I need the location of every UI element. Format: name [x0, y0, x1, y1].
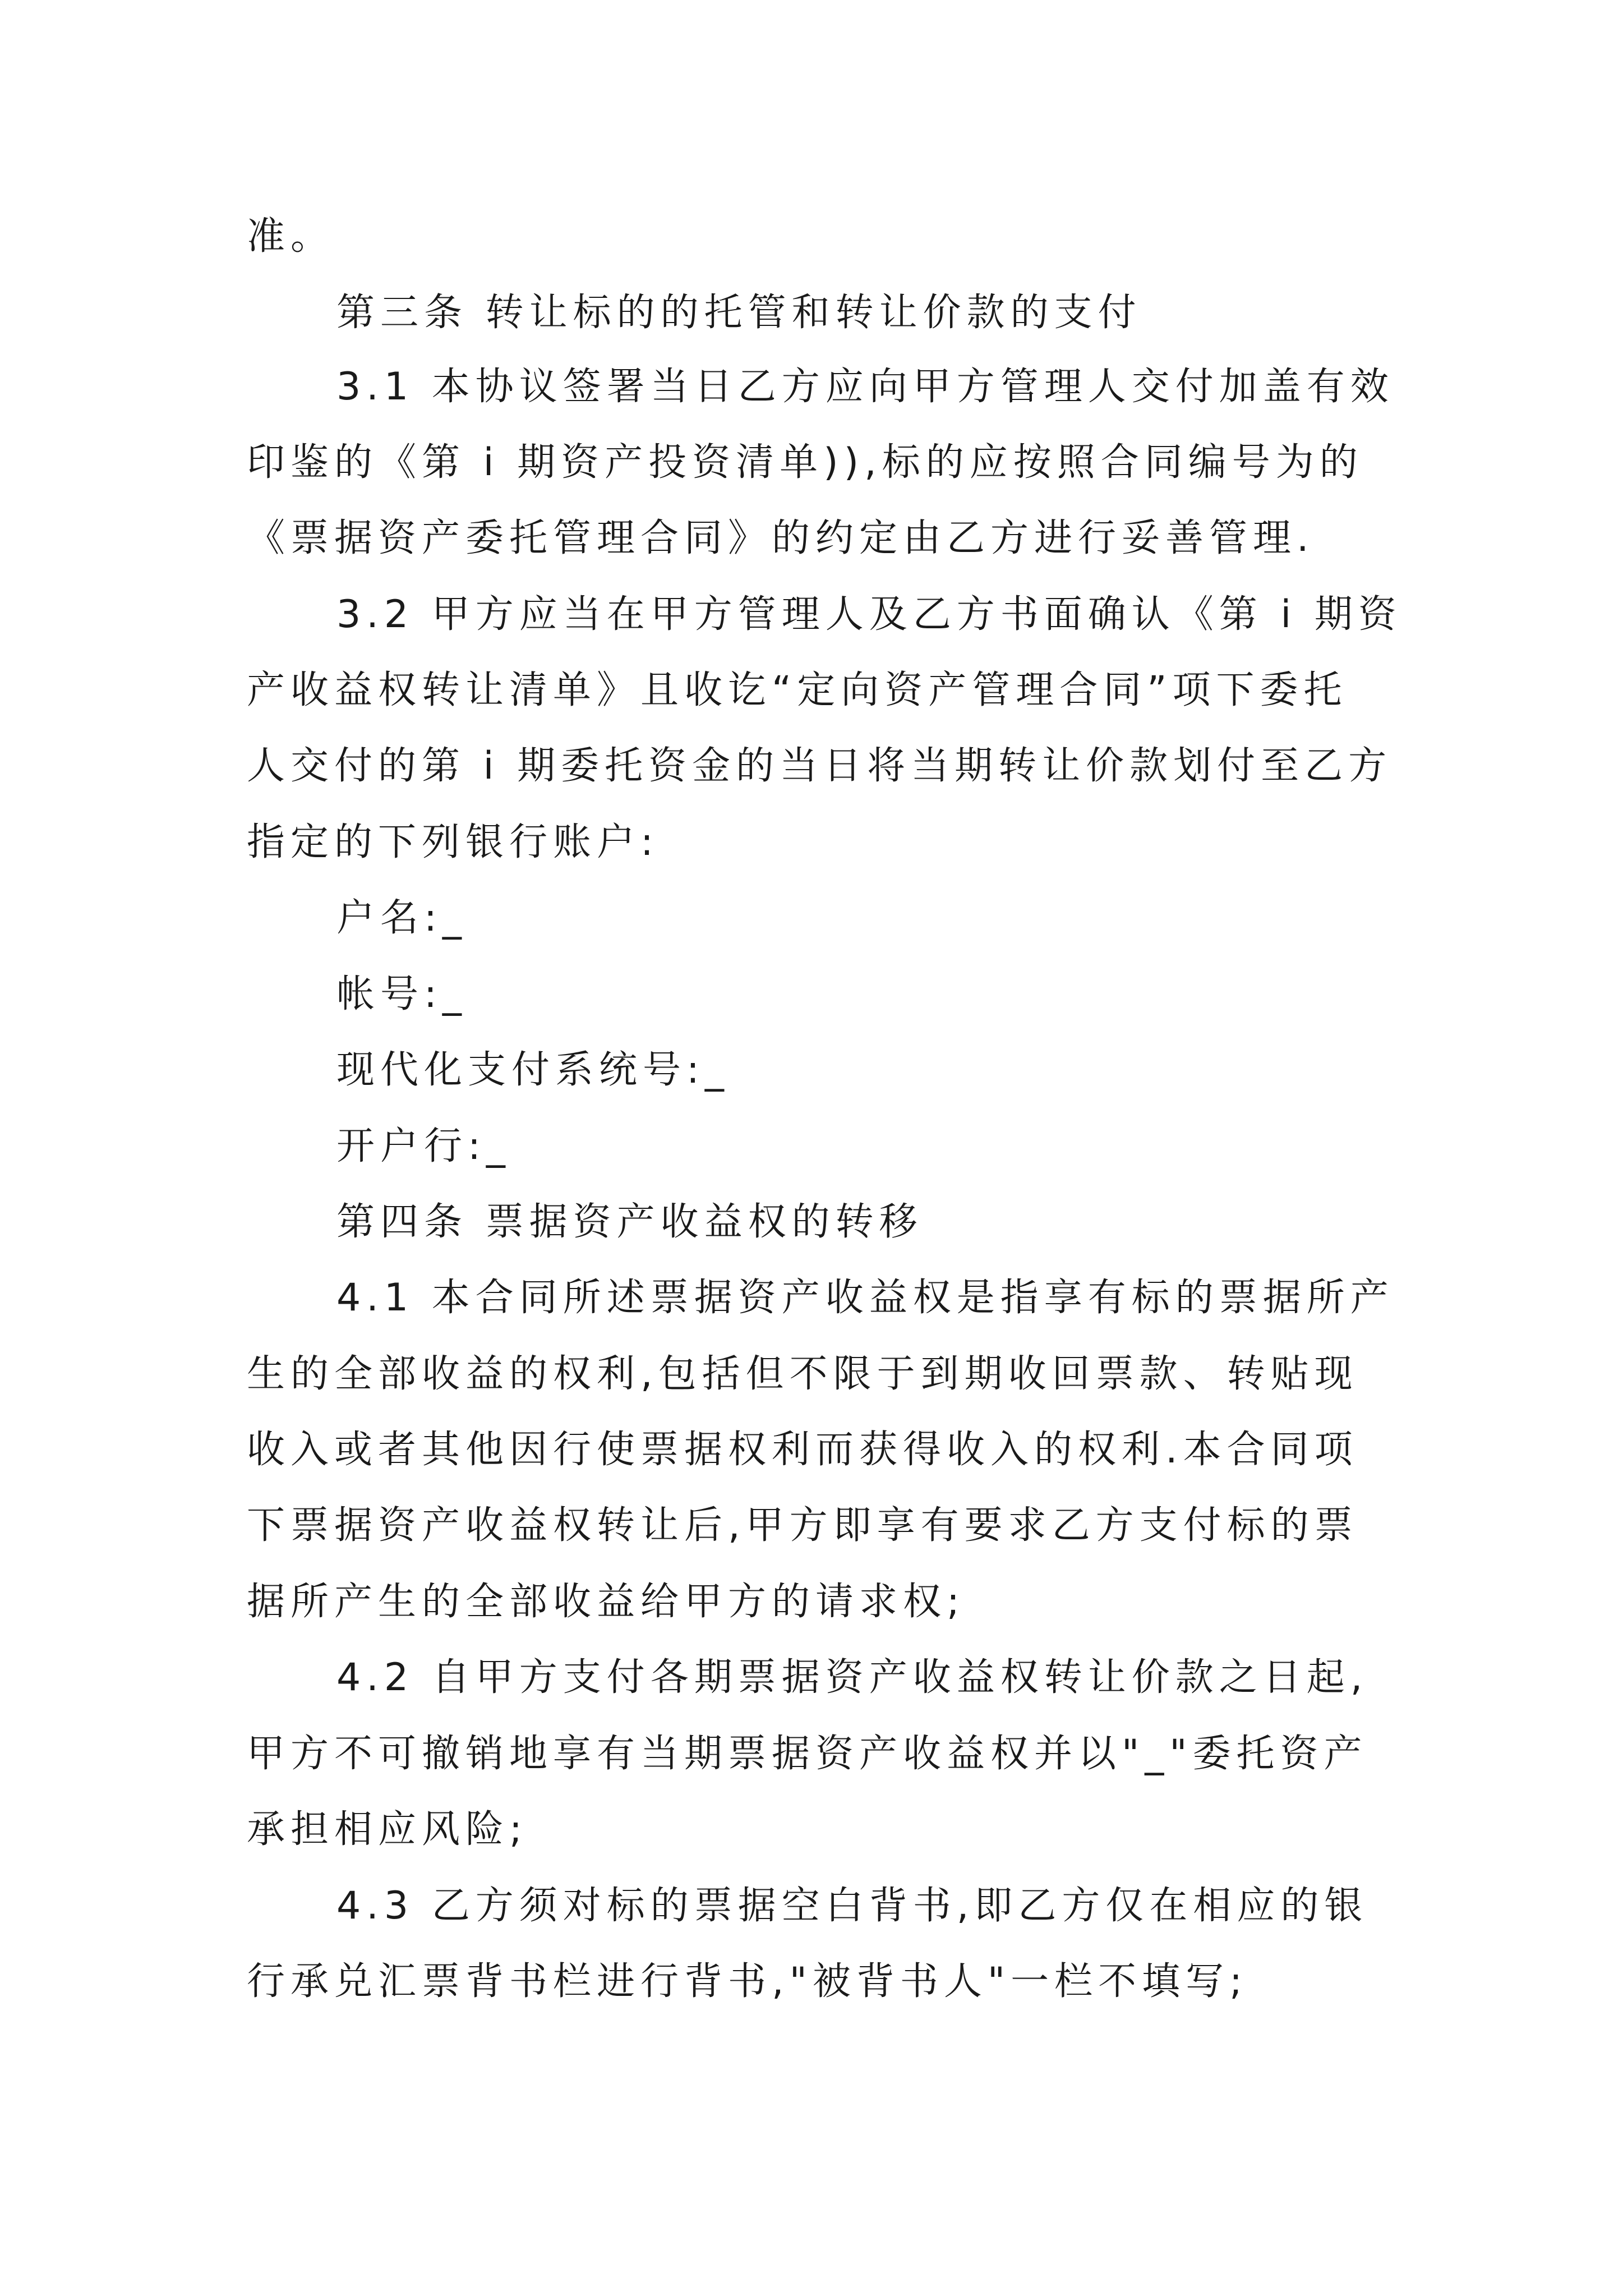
- paragraph-line: 4.1 本合同所述票据资产收益权是指享有标的票据所产: [336, 1276, 1394, 1320]
- field-account-number: 帐号:_: [336, 972, 467, 1016]
- paragraph-line: 3.1 本协议签署当日乙方应向甲方管理人交付加盖有效: [336, 365, 1394, 409]
- field-payment-system-number: 现代化支付系统号:_: [336, 1048, 730, 1092]
- section-heading: 第三条 转让标的的托管和转让价款的支付: [336, 291, 1142, 335]
- paragraph-line: 4.2 自甲方支付各期票据资产收益权转让价款之日起,: [336, 1655, 1368, 1700]
- paragraph-line: 行承兑汇票背书栏进行背书,"被背书人"一栏不填写;: [247, 1959, 1248, 2004]
- paragraph-line: 下票据资产收益权转让后,甲方即享有要求乙方支付标的票: [247, 1503, 1358, 1548]
- field-account-name: 户名:_: [336, 896, 467, 940]
- section-heading: 第四条 票据资产收益权的转移: [336, 1200, 923, 1244]
- paragraph-line: 收入或者其他因行使票据权利而获得收入的权利.本合同项: [247, 1428, 1358, 1472]
- paragraph-line: 甲方不可撤销地享有当期票据资产收益权并以"_"委托资产: [247, 1732, 1368, 1776]
- paragraph-line: 3.2 甲方应当在甲方管理人及乙方书面确认《第 i 期资: [336, 592, 1402, 637]
- paragraph-line: 人交付的第 i 期委托资金的当日将当期转让价款划付至乙方: [247, 744, 1393, 788]
- paragraph-line: 承担相应风险;: [247, 1807, 528, 1852]
- paragraph-line: 生的全部收益的权利,包括但不限于到期收回票款、转贴现: [247, 1352, 1358, 1396]
- paragraph-line: 准。: [247, 214, 335, 259]
- paragraph-line: 《票据资产委托管理合同》的约定由乙方进行妥善管理.: [247, 516, 1315, 560]
- paragraph-line: 据所产生的全部收益给甲方的请求权;: [247, 1580, 965, 1624]
- paragraph-line: 印鉴的《第 i 期资产投资清单)),标的应按照合同编号为的: [247, 440, 1363, 485]
- paragraph-line: 4.3 乙方须对标的票据空白背书,即乙方仅在相应的银: [336, 1884, 1368, 1928]
- field-opening-bank: 开户行:_: [336, 1124, 511, 1168]
- paragraph-line: 产收益权转让清单》且收讫“定向资产管理合同”项下委托: [247, 668, 1348, 712]
- paragraph-line: 指定的下列银行账户:: [247, 820, 659, 864]
